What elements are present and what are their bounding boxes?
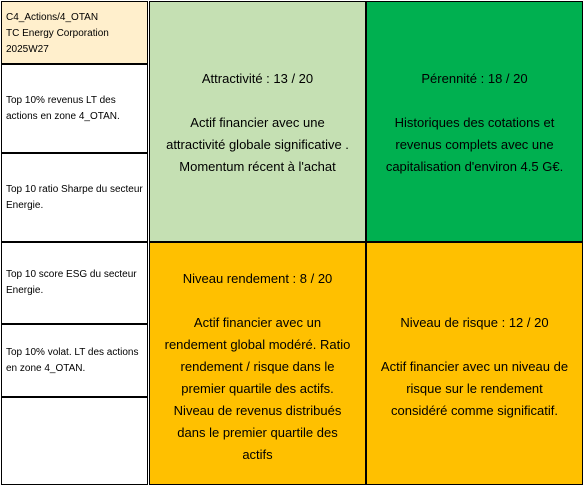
attractivite-score: Attractivité : 13 / 20 <box>201 71 314 86</box>
criterion-text: Top 10 ratio Sharpe du secteur Energie. <box>6 183 143 211</box>
attractivite-cell <box>149 1 366 242</box>
criterion-text: Top 10% volat. LT des actions en zone 4_OTAN. <box>6 346 139 374</box>
rendement-score: Niveau rendement : 8 / 20 <box>182 271 333 286</box>
criterion-box-3 <box>1 242 148 324</box>
rendement-cell <box>149 242 366 485</box>
risque-score: Niveau de risque : 12 / 20 <box>400 315 549 330</box>
asset-header-text: C4_Actions/4_OTAN TC Energy Corporation 2025W27 <box>6 12 109 55</box>
perennite-score: Pérennité : 18 / 20 <box>421 71 528 86</box>
risque-cell <box>366 242 583 485</box>
rendement-description: Actif financier avec un rendement global modéré. Ratio rendement / risque dans le premier quartile des actifs. Niveau de revenus distribués dans le premier quartile des actifs <box>164 315 351 462</box>
asset-header-box <box>1 1 148 64</box>
criterion-box-5 <box>1 397 148 485</box>
perennite-cell <box>366 1 583 242</box>
criterion-text: Top 10% revenus LT des actions en zone 4_OTAN. <box>6 94 120 122</box>
attractivite-description: Actif financier avec une attractivité globale significative . Momentum récent à l'achat <box>166 115 349 174</box>
risque-description: Actif financier avec un niveau de risque sur le rendement considéré comme significatif. <box>380 359 569 418</box>
criterion-box-1 <box>1 64 148 153</box>
criterion-box-4 <box>1 324 148 397</box>
criterion-box-2 <box>1 153 148 242</box>
perennite-description: Historiques des cotations et revenus complets avec une capitalisation d'environ 4.5 G€. <box>385 115 564 174</box>
criterion-text: Top 10 score ESG du secteur Energie. <box>6 269 137 296</box>
